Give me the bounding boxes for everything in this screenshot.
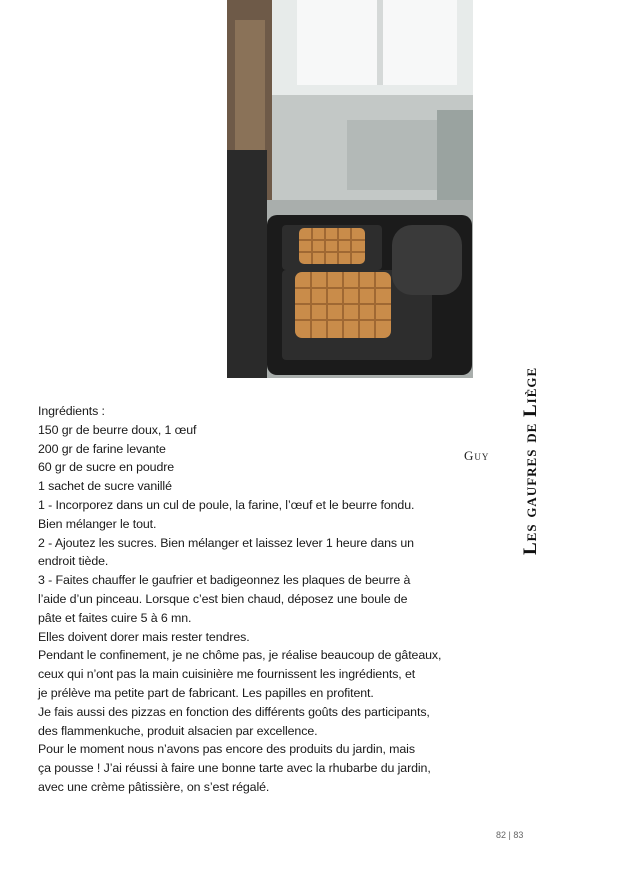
- body-line: 150 gr de beurre doux, 1 œuf: [38, 422, 197, 437]
- body-line: 1 sachet de sucre vanillé: [38, 479, 172, 494]
- body-line: je prélève ma petite part de fabricant. Les papilles en profitent.: [38, 685, 374, 700]
- body-line: endroit tiède.: [38, 554, 109, 569]
- body-line: Bien mélanger le tout.: [38, 516, 157, 531]
- body-line: Elles doivent dorer mais rester tendres.: [38, 629, 250, 644]
- body-line: Pour le moment nous n’avons pas encore des produits du jardin, mais: [38, 742, 415, 757]
- author-name: Guy: [464, 448, 490, 463]
- body-line: Je fais aussi des pizzas en fonction des différents goûts des participants,: [38, 704, 430, 719]
- body-line: 3 - Faites chauffer le gaufrier et badigeonnez les plaques de beurre à: [38, 573, 411, 588]
- body-line: des flammenkuche, produit alsacien par excellence.: [38, 723, 318, 738]
- body-line: 200 gr de farine levante: [38, 441, 166, 456]
- body-line: Pendant le confinement, je ne chôme pas, je réalise beaucoup de gâteaux,: [38, 648, 442, 663]
- recipe-title: Les gaufres de Liège: [520, 366, 541, 555]
- body-line: 2 - Ajoutez les sucres. Bien mélanger et laissez lever 1 heure dans un: [38, 535, 414, 550]
- page-number: 82 | 83: [496, 830, 524, 840]
- body-line: pâte et faites cuire 5 à 6 mn.: [38, 610, 192, 625]
- body-line: Ingrédients :: [38, 404, 105, 418]
- waffle-photo-illustration: [227, 0, 473, 378]
- body-line: 60 gr de sucre en poudre: [38, 460, 175, 475]
- recipe-body: [38, 402, 478, 797]
- body-line: ça pousse ! J’ai réussi à faire une bonne tarte avec la rhubarbe du jardin,: [38, 761, 431, 776]
- body-line: avec une crème pâtissière, on s’est régalé.: [38, 779, 270, 794]
- body-line: 1 - Incorporez dans un cul de poule, la farine, l’œuf et le beurre fondu.: [38, 497, 415, 512]
- body-line: ceux qui n’ont pas la main cuisinière me fournissent les ingrédients, et: [38, 667, 416, 682]
- waffle-maker-photo: [227, 0, 473, 378]
- body-line: l’aide d’un pinceau. Lorsque c’est bien chaud, déposez une boule de: [38, 591, 408, 606]
